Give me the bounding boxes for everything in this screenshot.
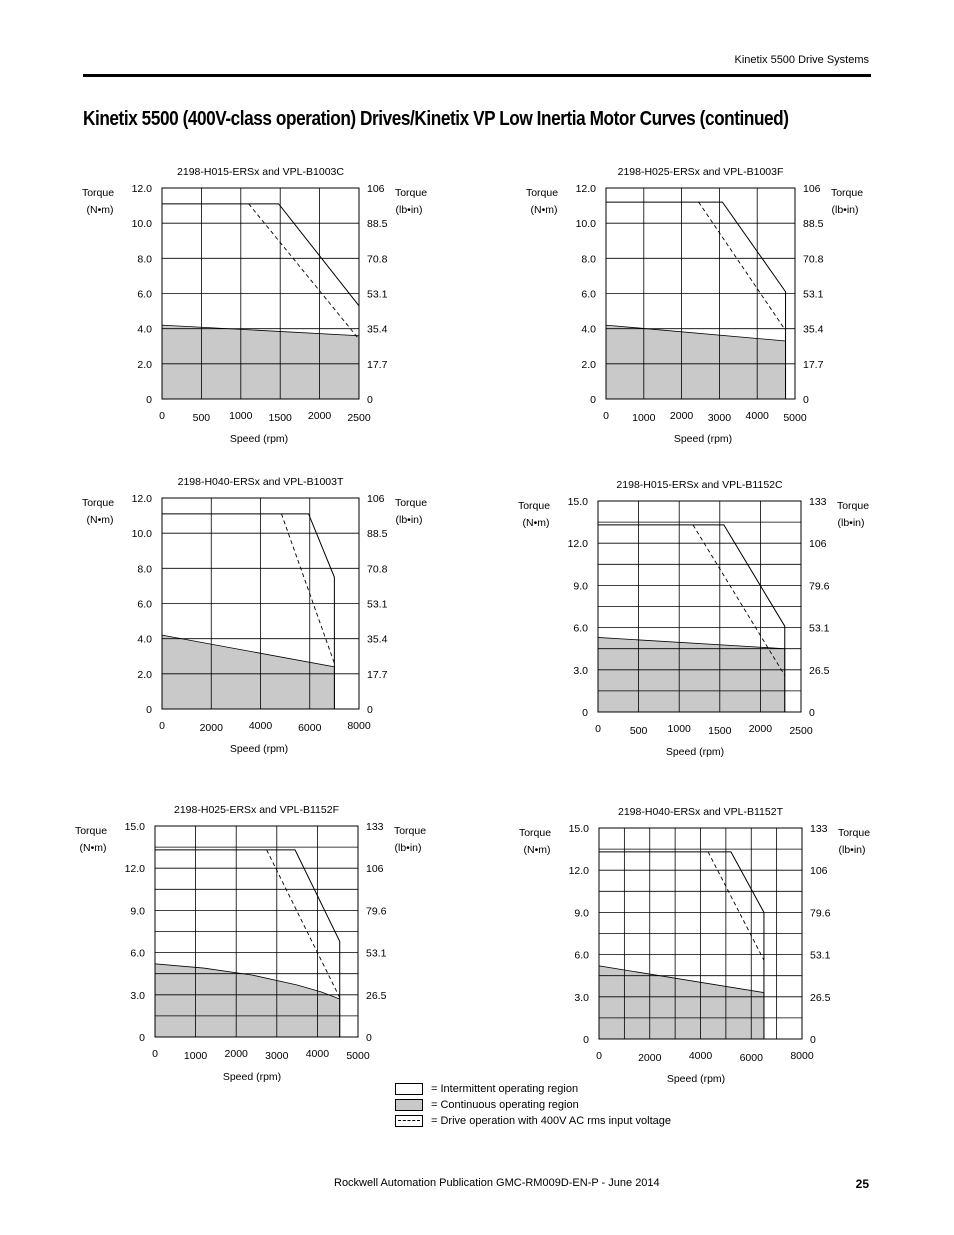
dashed-400v-line bbox=[267, 850, 340, 998]
x-axis-label: Speed (rpm) bbox=[665, 746, 725, 758]
y-tick-label-left: 2.0 bbox=[137, 668, 152, 681]
y-axis-label-left: Torque bbox=[81, 497, 115, 509]
section-header: Kinetix 5500 Drive Systems bbox=[734, 54, 869, 66]
y-tick-label-right: 0 bbox=[367, 704, 373, 716]
chart-3 bbox=[82, 476, 427, 755]
x-axis-label: Speed (rpm) bbox=[229, 433, 289, 445]
y-axis-unit-right: (lb•in) bbox=[831, 204, 859, 216]
y-tick-label-right: 0 bbox=[366, 1032, 372, 1044]
y-tick-label-left: 9.0 bbox=[573, 580, 588, 593]
y-axis-label-left: Torque bbox=[517, 500, 551, 512]
x-tick-label: 1500 bbox=[268, 412, 292, 424]
y-tick-label-right: 35.4 bbox=[367, 633, 388, 646]
chart-6 bbox=[519, 806, 870, 1085]
chart-title: 2198-H015-ERSx and VPL-B1003C bbox=[177, 166, 344, 178]
y-axis-unit-right: (lb•in) bbox=[394, 842, 422, 854]
y-tick-label-right: 17.7 bbox=[367, 358, 388, 371]
dashed-400v-line bbox=[699, 202, 786, 330]
intermittent-swatch bbox=[395, 1083, 423, 1095]
y-tick-label-left: 8.0 bbox=[137, 253, 152, 266]
chart-4 bbox=[518, 479, 869, 758]
y-axis-label-right: Torque bbox=[830, 187, 864, 199]
y-tick-label-right: 88.5 bbox=[367, 218, 388, 231]
dashed-400v-line bbox=[281, 514, 334, 663]
intermittent-boundary bbox=[162, 204, 359, 306]
y-tick-label-left: 8.0 bbox=[581, 253, 596, 266]
continuous-region bbox=[606, 325, 786, 399]
legend-label: = Drive operation with 400V AC rms input voltage bbox=[431, 1115, 671, 1127]
x-tick-label: 2000 bbox=[638, 1052, 662, 1064]
y-tick-label-right: 70.8 bbox=[367, 253, 388, 266]
y-tick-label-left: 9.0 bbox=[574, 907, 589, 920]
x-axis-label: Speed (rpm) bbox=[666, 1073, 726, 1085]
x-tick-label: 0 bbox=[596, 1050, 602, 1062]
y-tick-label-right: 70.8 bbox=[367, 563, 388, 576]
chart-title: 2198-H040-ERSx and VPL-B1003T bbox=[177, 476, 344, 488]
x-tick-label: 6000 bbox=[298, 722, 322, 734]
x-tick-label: 2000 bbox=[307, 410, 332, 422]
continuous-region bbox=[162, 635, 334, 709]
y-tick-label-right: 53.1 bbox=[367, 288, 388, 301]
y-axis-unit-left: (N•m) bbox=[522, 517, 550, 529]
y-tick-label-left: 10.0 bbox=[131, 528, 152, 541]
y-tick-label-left: 15.0 bbox=[124, 821, 145, 833]
y-tick-label-left: 0 bbox=[590, 394, 596, 406]
y-tick-label-left: 4.0 bbox=[137, 323, 152, 336]
y-tick-label-left: 0 bbox=[582, 707, 588, 719]
y-tick-label-left: 4.0 bbox=[581, 323, 596, 336]
chart-title: 2198-H025-ERSx and VPL-B1152F bbox=[174, 804, 339, 816]
x-tick-label: 500 bbox=[192, 412, 211, 424]
y-tick-label-left: 12.0 bbox=[575, 183, 596, 195]
x-tick-label: 2000 bbox=[199, 722, 223, 734]
x-tick-label: 1000 bbox=[632, 412, 656, 424]
y-axis-label-left: Torque bbox=[81, 187, 115, 199]
y-tick-label-left: 12.0 bbox=[131, 183, 152, 195]
y-tick-label-left: 12.0 bbox=[568, 865, 589, 878]
y-axis-unit-right: (lb•in) bbox=[838, 844, 866, 856]
y-axis-label-right: Torque bbox=[393, 825, 427, 837]
x-tick-label: 8000 bbox=[790, 1050, 814, 1062]
x-tick-label: 3000 bbox=[707, 412, 732, 424]
chart-title: 2198-H040-ERSx and VPL-B1152T bbox=[618, 806, 783, 818]
x-tick-label: 0 bbox=[152, 1048, 158, 1060]
y-axis-label-left: Torque bbox=[525, 187, 559, 199]
y-tick-label-right: 106 bbox=[366, 863, 384, 876]
x-axis-label: Speed (rpm) bbox=[222, 1071, 282, 1083]
y-axis-unit-left: (N•m) bbox=[86, 514, 114, 526]
legend-label: = Intermittent operating region bbox=[431, 1083, 579, 1095]
y-tick-label-right: 53.1 bbox=[803, 288, 824, 301]
x-tick-label: 8000 bbox=[347, 720, 371, 732]
y-tick-label-left: 0 bbox=[583, 1034, 589, 1046]
y-tick-label-right: 133 bbox=[366, 821, 384, 833]
y-tick-label-right: 88.5 bbox=[367, 528, 388, 541]
y-axis-unit-left: (N•m) bbox=[86, 204, 114, 216]
y-tick-label-left: 2.0 bbox=[581, 358, 596, 371]
y-axis-unit-right: (lb•in) bbox=[395, 514, 423, 526]
continuous-region bbox=[162, 325, 359, 399]
y-tick-label-right: 79.6 bbox=[810, 907, 831, 920]
x-tick-label: 3000 bbox=[265, 1050, 289, 1062]
y-tick-label-right: 79.6 bbox=[809, 580, 830, 593]
x-tick-label: 0 bbox=[159, 410, 165, 422]
dashed-swatch bbox=[395, 1115, 423, 1127]
y-tick-label-left: 6.0 bbox=[137, 598, 152, 611]
x-tick-label: 1000 bbox=[183, 1050, 208, 1062]
y-tick-label-right: 88.5 bbox=[803, 218, 824, 231]
x-tick-label: 5000 bbox=[346, 1050, 370, 1062]
y-tick-label-right: 0 bbox=[367, 394, 373, 406]
y-tick-label-left: 3.0 bbox=[130, 989, 145, 1002]
continuous-region bbox=[599, 966, 764, 1039]
y-tick-label-left: 10.0 bbox=[575, 218, 596, 231]
x-tick-label: 4000 bbox=[688, 1050, 713, 1062]
chart-title: 2198-H025-ERSx and VPL-B1003F bbox=[617, 166, 784, 178]
chart-1 bbox=[82, 166, 427, 445]
y-tick-label-right: 79.6 bbox=[366, 905, 387, 918]
y-tick-label-right: 133 bbox=[810, 823, 828, 835]
y-tick-label-right: 17.7 bbox=[803, 358, 824, 371]
x-tick-label: 0 bbox=[603, 410, 609, 422]
y-tick-label-left: 2.0 bbox=[137, 358, 152, 371]
y-tick-label-right: 106 bbox=[367, 183, 385, 195]
y-tick-label-right: 0 bbox=[803, 394, 809, 406]
y-tick-label-right: 133 bbox=[809, 496, 827, 508]
x-tick-label: 6000 bbox=[739, 1052, 763, 1064]
legend-item-dashed bbox=[395, 1113, 671, 1129]
y-tick-label-left: 6.0 bbox=[137, 288, 152, 301]
y-tick-label-right: 106 bbox=[810, 865, 828, 878]
footer-publication: Rockwell Automation Publication GMC-RM009D-EN-P - June 2014 bbox=[334, 1177, 660, 1189]
dashed-400v-line bbox=[249, 204, 359, 339]
y-tick-label-right: 53.1 bbox=[366, 947, 387, 960]
continuous-swatch bbox=[395, 1099, 423, 1111]
x-axis-label: Speed (rpm) bbox=[229, 743, 289, 755]
y-axis-unit-left: (N•m) bbox=[79, 842, 107, 854]
y-tick-label-left: 8.0 bbox=[137, 563, 152, 576]
y-axis-unit-right: (lb•in) bbox=[395, 204, 423, 216]
y-tick-label-left: 6.0 bbox=[130, 947, 145, 960]
legend-item-intermittent bbox=[395, 1081, 671, 1097]
y-tick-label-left: 6.0 bbox=[581, 288, 596, 301]
x-tick-label: 1000 bbox=[229, 410, 253, 422]
y-tick-label-right: 106 bbox=[367, 493, 385, 505]
y-tick-label-right: 53.1 bbox=[809, 622, 830, 635]
x-tick-label: 2500 bbox=[347, 412, 371, 424]
y-tick-label-right: 70.8 bbox=[803, 253, 824, 266]
y-axis-label-right: Torque bbox=[394, 187, 428, 199]
y-axis-unit-left: (N•m) bbox=[523, 844, 551, 856]
y-axis-label-left: Torque bbox=[518, 827, 552, 839]
y-tick-label-left: 15.0 bbox=[568, 823, 589, 835]
y-tick-label-right: 53.1 bbox=[810, 949, 831, 962]
y-tick-label-left: 12.0 bbox=[124, 863, 145, 876]
page-title: Kinetix 5500 (400V-class operation) Drives/Kinetix VP Low Inertia Motor Curves (continued) bbox=[83, 108, 789, 130]
continuous-region bbox=[155, 964, 340, 1037]
x-tick-label: 4000 bbox=[305, 1048, 330, 1060]
x-tick-label: 0 bbox=[595, 723, 601, 735]
legend bbox=[395, 1081, 671, 1129]
y-tick-label-left: 10.0 bbox=[131, 218, 152, 231]
chart-5 bbox=[75, 804, 426, 1083]
x-tick-label: 4000 bbox=[248, 720, 273, 732]
y-tick-label-left: 3.0 bbox=[574, 991, 589, 1004]
y-axis-unit-left: (N•m) bbox=[530, 204, 558, 216]
y-tick-label-left: 0 bbox=[139, 1032, 145, 1044]
y-tick-label-left: 0 bbox=[146, 394, 152, 406]
legend-item-continuous bbox=[395, 1097, 671, 1113]
x-tick-label: 1500 bbox=[708, 725, 732, 737]
x-tick-label: 2000 bbox=[748, 723, 773, 735]
y-tick-label-left: 6.0 bbox=[573, 622, 588, 635]
y-tick-label-right: 17.7 bbox=[367, 668, 388, 681]
y-axis-unit-right: (lb•in) bbox=[837, 517, 865, 529]
chart-title: 2198-H015-ERSx and VPL-B1152C bbox=[616, 479, 783, 491]
y-tick-label-left: 6.0 bbox=[574, 949, 589, 962]
y-tick-label-right: 26.5 bbox=[366, 989, 387, 1002]
y-tick-label-right: 35.4 bbox=[803, 323, 824, 336]
x-tick-label: 0 bbox=[159, 720, 165, 732]
y-tick-label-right: 26.5 bbox=[810, 991, 831, 1004]
x-tick-label: 4000 bbox=[745, 410, 769, 422]
y-tick-label-left: 12.0 bbox=[131, 493, 152, 505]
y-tick-label-left: 9.0 bbox=[130, 905, 145, 918]
y-tick-label-right: 0 bbox=[809, 707, 815, 719]
legend-label: = Continuous operating region bbox=[431, 1099, 579, 1111]
page-number: 25 bbox=[855, 1177, 869, 1191]
y-axis-label-right: Torque bbox=[837, 827, 871, 839]
y-axis-label-left: Torque bbox=[74, 825, 108, 837]
x-tick-label: 500 bbox=[629, 725, 648, 737]
y-tick-label-right: 35.4 bbox=[367, 323, 388, 336]
chart-2 bbox=[526, 166, 863, 445]
y-tick-label-left: 3.0 bbox=[573, 664, 588, 677]
x-tick-label: 2000 bbox=[669, 410, 694, 422]
x-tick-label: 1000 bbox=[667, 723, 691, 735]
dashed-400v-line bbox=[708, 852, 764, 960]
y-tick-label-right: 53.1 bbox=[367, 598, 388, 611]
y-tick-label-right: 106 bbox=[803, 183, 821, 195]
y-tick-label-right: 106 bbox=[809, 538, 827, 551]
y-tick-label-right: 26.5 bbox=[809, 664, 830, 677]
y-axis-label-right: Torque bbox=[836, 500, 870, 512]
y-tick-label-right: 0 bbox=[810, 1034, 816, 1046]
y-tick-label-left: 12.0 bbox=[567, 538, 588, 551]
x-tick-label: 2500 bbox=[789, 725, 813, 737]
y-tick-label-left: 15.0 bbox=[567, 496, 588, 508]
y-tick-label-left: 4.0 bbox=[137, 633, 152, 646]
y-tick-label-left: 0 bbox=[146, 704, 152, 716]
x-tick-label: 5000 bbox=[783, 412, 807, 424]
x-tick-label: 2000 bbox=[224, 1048, 248, 1060]
y-axis-label-right: Torque bbox=[394, 497, 428, 509]
x-axis-label: Speed (rpm) bbox=[673, 433, 733, 445]
